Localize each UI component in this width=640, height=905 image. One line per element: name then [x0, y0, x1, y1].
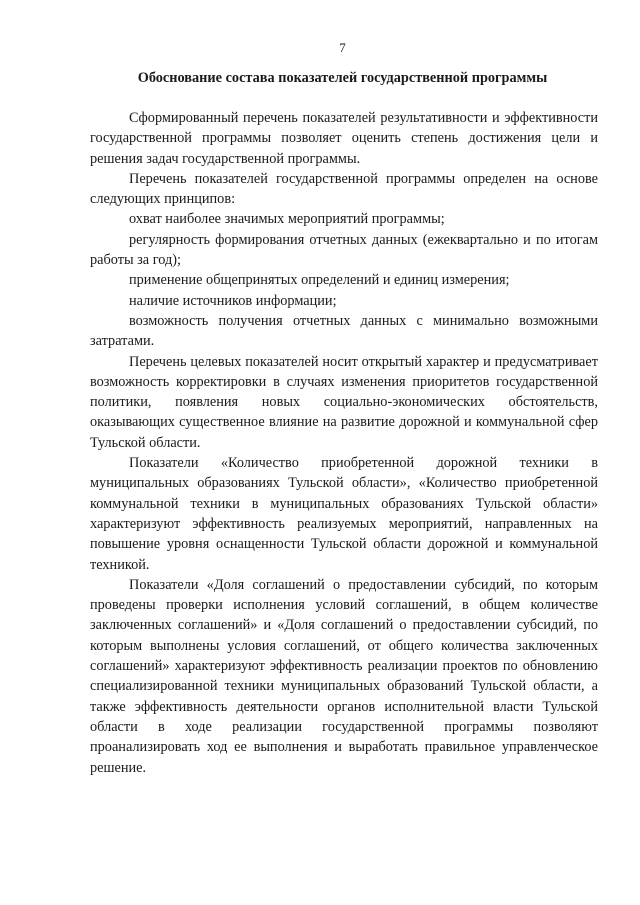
- principle-item: возможность получения отчетных данных с минимально возможными затратами.: [90, 312, 598, 350]
- paragraph-open-character: Перечень целевых показателей носит открытый характер и предусматривает возможность корректировки в случаях изменения приоритетов государственной политики, появления новых социально-экономических обстоятельств, оказывающих существенное влияние на развитие дорожной и коммунальной сфер Тульской области.: [90, 353, 598, 451]
- principle-item: применение общепринятых определений и единиц измерения;: [129, 272, 510, 289]
- page-number: 7: [339, 40, 346, 55]
- principle-item: охват наиболее значимых мероприятий программы;: [129, 211, 445, 228]
- principle-item: регулярность формирования отчетных данных (ежеквартально и по итогам работы за год);: [90, 231, 598, 269]
- paragraph-intro: Сформированный перечень показателей результативности и эффективности государственной программы позволяет оценить степень достижения цели и решения задач государственной программы.: [90, 110, 598, 167]
- body-text: [90, 108, 598, 778]
- paragraph-subsidy-indicators: Показатели «Доля соглашений о предоставлении субсидий, по которым проведены проверки исполнения условий соглашений, в общем количестве заключенных соглашений» и «Доля соглашений о предоставлении субсидий, по которым выполнены условия соглашений, от общего количества заключенных соглашений» характеризуют эффективность реализации проектов по обновлению специализированной техники муниципальных образований Тульской области, а также эффективность деятельности органов исполнительной власти Тульской области в ходе реализации государственной программы позволяют проанализировать ход ее выполнения и выработать правильное управленческое решение.: [90, 576, 598, 776]
- paragraph-principles: Перечень показателей государственной программы определен на основе следующих принципов:: [90, 170, 598, 208]
- paragraph-equipment-indicators: Показатели «Количество приобретенной дорожной техники в муниципальных образованиях Тульской области», «Количество приобретенной коммунальной техники в муниципальных образованиях Тульской области» характеризуют эффективность реализуемых мероприятий, направленных на повышение уровня оснащенности Тульской области дорожной и коммунальной техникой.: [90, 455, 598, 573]
- section-heading: Обоснование состава показателей государственной программы: [137, 70, 548, 86]
- principle-item: наличие источников информации;: [129, 292, 337, 309]
